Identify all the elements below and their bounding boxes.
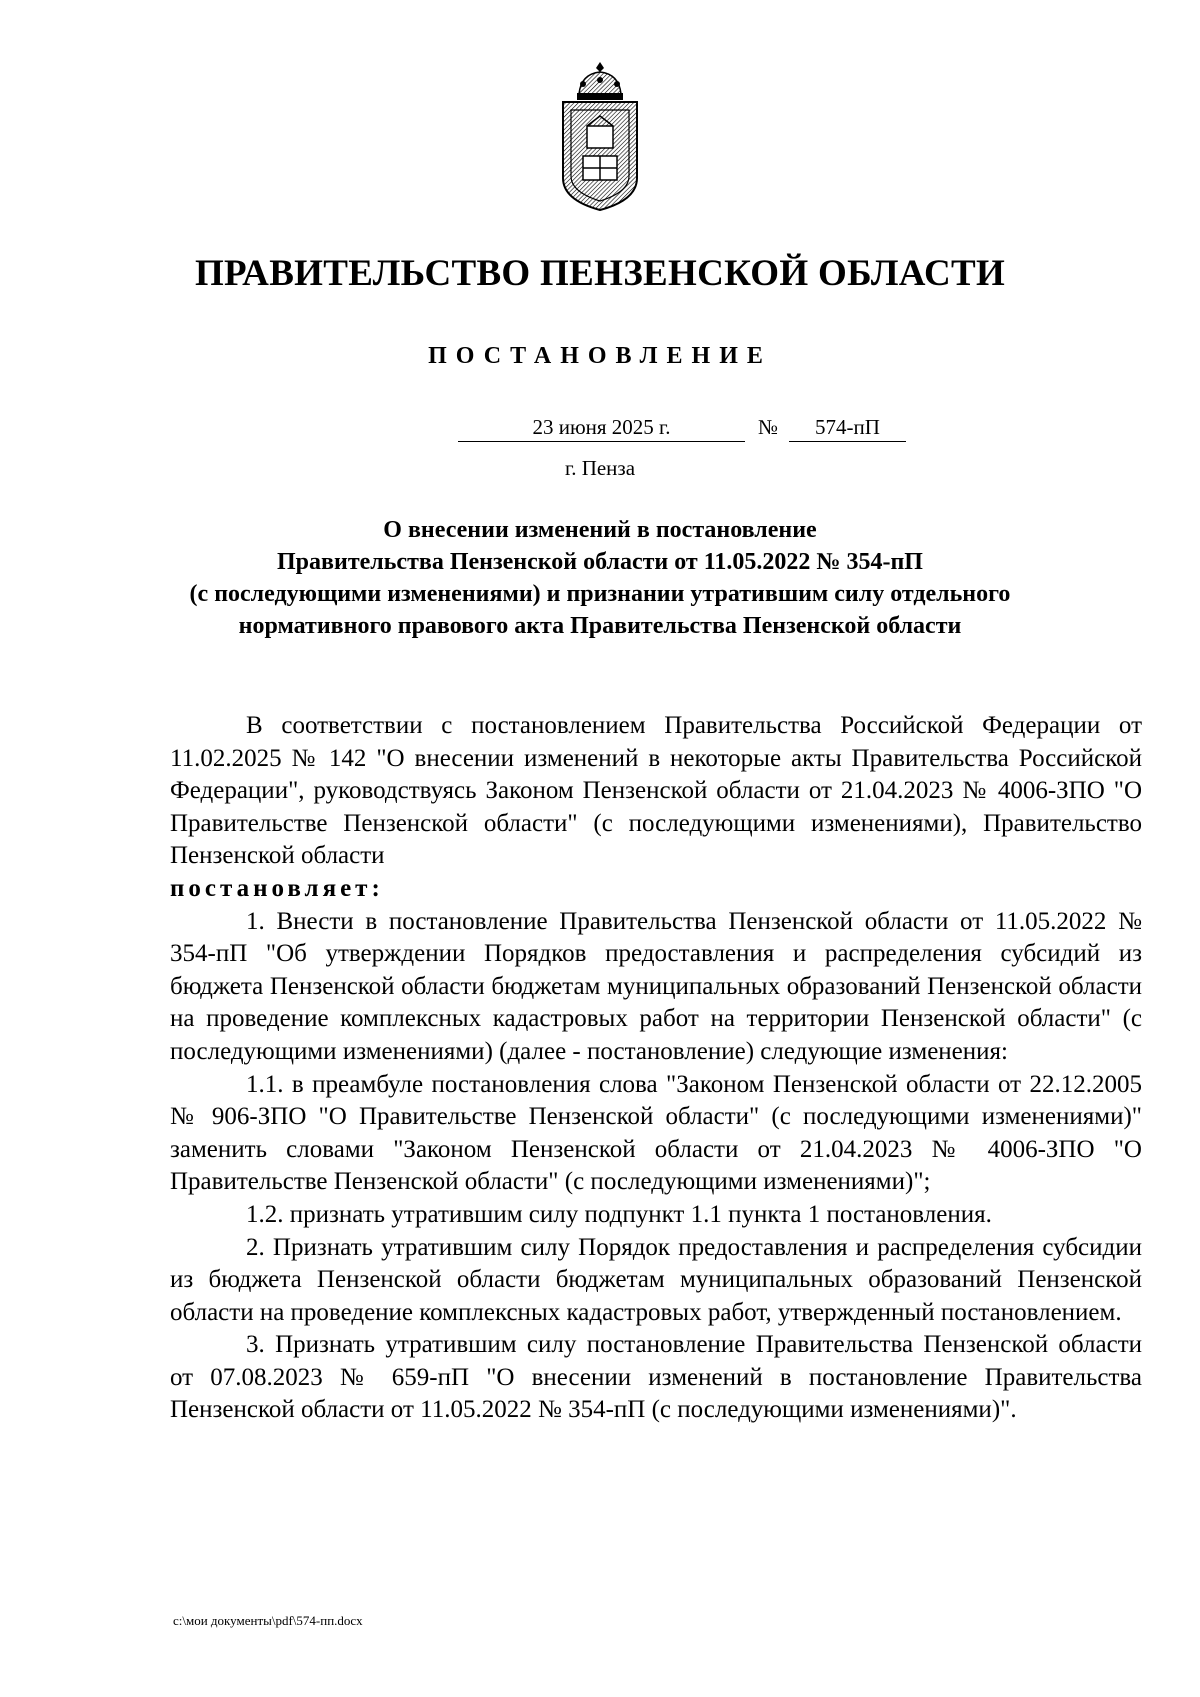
resolves-word: постановляет: (170, 874, 384, 902)
subject-line: нормативного правового акта Правительства Пензенской области (238, 613, 962, 639)
decree-subject (160, 514, 1040, 642)
subject-line: Правительства Пензенской области от 11.05.2022 № 354-пП (277, 549, 923, 575)
date-number-line (458, 413, 1200, 445)
item-paragraph-1-1: 1.1. в преамбуле постановления слова "Законом Пензенской области от 22.12.2005 № 906-ЗПО "О Правительстве Пензенской области" (с последующими изменениями)" заменить словами "Законом Пензенской области от 21.04.2023 № 4006-ЗПО "О Правительстве Пензенской области" (с последующими изменениями)"; (170, 1070, 1142, 1196)
subject-line: (с последующими изменениями) и признании утратившим силу отдельного (189, 581, 1011, 607)
resolves-line (170, 873, 1142, 906)
file-path-footer: c:\мои документы\pdf\574-пп.docx (173, 1613, 363, 1628)
subject-line: О внесении изменений в постановление (383, 517, 817, 543)
decree-body (170, 710, 1142, 1427)
decree-title: ПОСТАНОВЛЕНИЕ (428, 343, 772, 369)
item-paragraph-1-2: 1.2. признать утратившим силу подпункт 1.1 пункта 1 постановления. (246, 1200, 992, 1228)
decree-date: 23 июня 2025 г. (458, 413, 745, 442)
decree-number: 574-пП (789, 413, 906, 442)
item-paragraph-3: 3. Признать утратившим силу постановление Правительства Пензенской области от 07.08.2023 № 659-пП "О внесении изменений в постановление Правительства Пензенской области от 11.05.2022 № 354-пП (с последующими изменениями)". (170, 1331, 1142, 1424)
preamble-paragraph: В соответствии с постановлением Правительства Российской Федерации от 11.02.2025 № 142 "О внесении изменений в некоторые акты Правительства Российской Федерации", руководствуясь Законом Пензенской области от 21.04.2023 № 4006-ЗПО "О Правительстве Пензенской области" (с последующими изменениями), Правительство Пензенской области (170, 712, 1142, 870)
item-paragraph-2: 2. Признать утратившим силу Порядок предоставления и распределения субсидии из бюджета Пензенской области бюджетам муниципальных образований Пензенской области на проведение комплексных кадастровых работ, утвержденный постановлением. (170, 1233, 1142, 1326)
coat-of-arms-icon (557, 60, 643, 212)
number-sign: № (758, 415, 779, 439)
city: г. Пенза (564, 456, 636, 480)
government-title: ПРАВИТЕЛЬСТВО ПЕНЗЕНСКОЙ ОБЛАСТИ (194, 253, 1006, 294)
item-paragraph-1: 1. Внести в постановление Правительства Пензенской области от 11.05.2022 № 354-пП "Об утверждении Порядков предоставления и распределения субсидий из бюджета Пензенской области бюджетам муниципальных образований Пензенской области на проведение комплексных кадастровых работ на территории Пензенской области" (с последующими изменениями) (далее - постановление) следующие изменения: (170, 907, 1142, 1065)
